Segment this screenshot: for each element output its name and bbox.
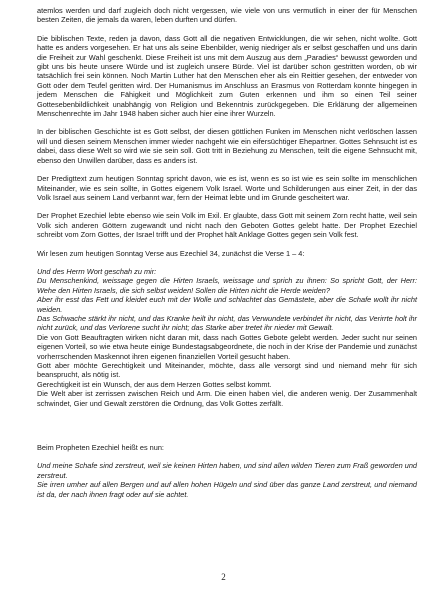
quote-line: Das Schwache stärkt ihr nicht, und das Kranke heilt ihr nicht, das Verwundete verbindet ihr nicht, das Verirrte holt ihr nicht zurück, und das Verlorene sucht ihr nicht; das Starke aber tretet ihr nieder mit Gewalt. <box>37 313 417 333</box>
second-reading-intro: Beim Propheten Ezechiel heißt es nun: <box>37 443 164 453</box>
commentary-line: Die von Gott Beauftragten wirken nicht daran mit, dass nach Gottes Gebote gelebt werden. Jeder sucht nur seinen eigenen Vorteil, so wie etwa heute einige Bundestagsabgeordnete, die noch in der Krise der Pandemie und zunächst vorherrschenden Maskennot ihren eigenen finanziellen Vorteil gesucht haben. <box>37 332 417 361</box>
quote-line: Du Menschenkind, weissage gegen die Hirten Israels, weissage und sprich zu ihnen: So spricht Gott, der Herr: Wehe den Hirten Israels, die sich selbst weiden! Sollen die Hirten nicht die Herde weiden? <box>37 276 417 295</box>
commentary-line: Die Welt aber ist zerrissen zwischen Reich und Arm. Die einen haben viel, die anderen wenig. Der Zusammenhalt schwindet, Gier und Gewalt zerstören die Ordnung, das Volk Gottes zerfällt. <box>37 389 417 408</box>
paragraph-5: Der Prophet Ezechiel lebte ebenso wie sein Volk im Exil. Er glaubte, dass Gott mit seinem Zorn recht hatte, weil sein Volk sich anderen Göttern zugewandt und nicht nach den Geboten Gottes gelebt hatte. Der Prophet Ezechiel schreibt vom Zorn Gottes, der Israel trifft und der Prophet hält Anklage Gottes gegen sein Volk fest. <box>37 211 417 240</box>
quote-line: Sie irren umher auf allen Bergen und auf allen hohen Hügeln und sind über das ganze Land zerstreut, und niemand ist da, der nach ihnen fragt oder auf sie achtet. <box>37 480 417 499</box>
reading-intro: Wir lesen zum heutigen Sonntag Verse aus Ezechiel 34, zunächst die Verse 1 – 4: <box>37 248 305 258</box>
quote-line: Und meine Schafe sind zerstreut, weil sie keinen Hirten haben, und sind allen wilden Tieren zum Fraß geworden und zerstreut. <box>37 461 417 480</box>
paragraph-2: Die biblischen Texte, reden ja davon, dass Gott all die negativen Entwicklungen, die wir sehen, nicht wollte. Gott hatte es anders vorgesehen. Er hat uns als seine Ebenbilder, wenig niedriger als er selbst geschaffen und uns darin die Freiheit zur Wahl geschenkt. Diese Freiheit ist uns mit dem Auszug aus dem „Paradies“ bewusst geworden und gibt uns bis heute unsere Würde und ist zugleich unsere Bürde. Viel ist darüber schon gestritten worden, ob wir tatsächlich frei sein können. Noch Martin Luther hat den Menschen eher als ein Reittier gesehen, der entweder von Gott oder dem Teufel geritten wird. Der Humanismus im Anschluss an Erasmus von Rotterdam konnte hingegen in jedem Menschen die Fähigkeit und Möglichkeit zum Guten erkennen und ihm so einen Teil seiner Gottesebenbildlichkeit unabhängig von Religion und Bekenntnis zurückgegeben. Die Erklärung der allgemeinen Menschenrechte im Jahr 1948 haben sicher auch hier eine ihrer Wurzeln. <box>37 33 417 119</box>
commentary-line: Gott aber möchte Gerechtigkeit und Miteinander, möchte, dass alle versorgt sind und niemand mehr für sich beansprucht, als nötig ist. <box>37 361 417 380</box>
vertical-spacer <box>37 417 417 443</box>
commentary-line: Gerechtigkeit ist ein Wunsch, der aus dem Herzen Gottes selbst kommt. <box>37 379 272 389</box>
paragraph-4: Der Predigttext zum heutigen Sonntag spricht davon, wie es ist, wenn es so ist wie es sein sollte im menschlichen Miteinander, wie es sein sollte, in Gottes eigenem Volk Israel. Worte und Schilderungen aus einer Zeit, in der das Volk Israel aus seinem Land verbannt war, fern der Heimat lebte und im Grunde gescheitert war. <box>37 174 417 202</box>
quote-line: Aber ihr esst das Fett und kleidet euch mit der Wolle und schlachtet das Gemästete, aber die Schafe wollt ihr nicht weiden. <box>37 295 417 314</box>
scripture-quote-block-2 <box>37 461 417 499</box>
quote-line: Und des Herrn Wort geschah zu mir: <box>37 266 157 276</box>
page-number: 2 <box>221 572 226 582</box>
document-body <box>37 6 417 508</box>
paragraph-3: In der biblischen Geschichte ist es Gott selbst, der diesen göttlichen Funken im Menschen nicht verlöschen lassen will und diesen seinem Menschen immer wieder nachgeht wie ein eifersüchtiger Ehepartner. Gottes Sehnsucht ist es dabei, dass diese Welt so wird wie sie sein soll. Gott tritt in Beziehung zu Menschen, teilt die eigene Sehnsucht mit, ebenso den Unwillen darüber, dass es anders ist. <box>37 127 417 165</box>
paragraph-1: atemlos werden und darf zugleich doch nicht vergessen, wie viele von uns vermutlich in einer der für Menschen besten Zeiten, die jemals da waren, leben durften und dürfen. <box>37 6 417 25</box>
scripture-quote-block <box>37 267 417 408</box>
